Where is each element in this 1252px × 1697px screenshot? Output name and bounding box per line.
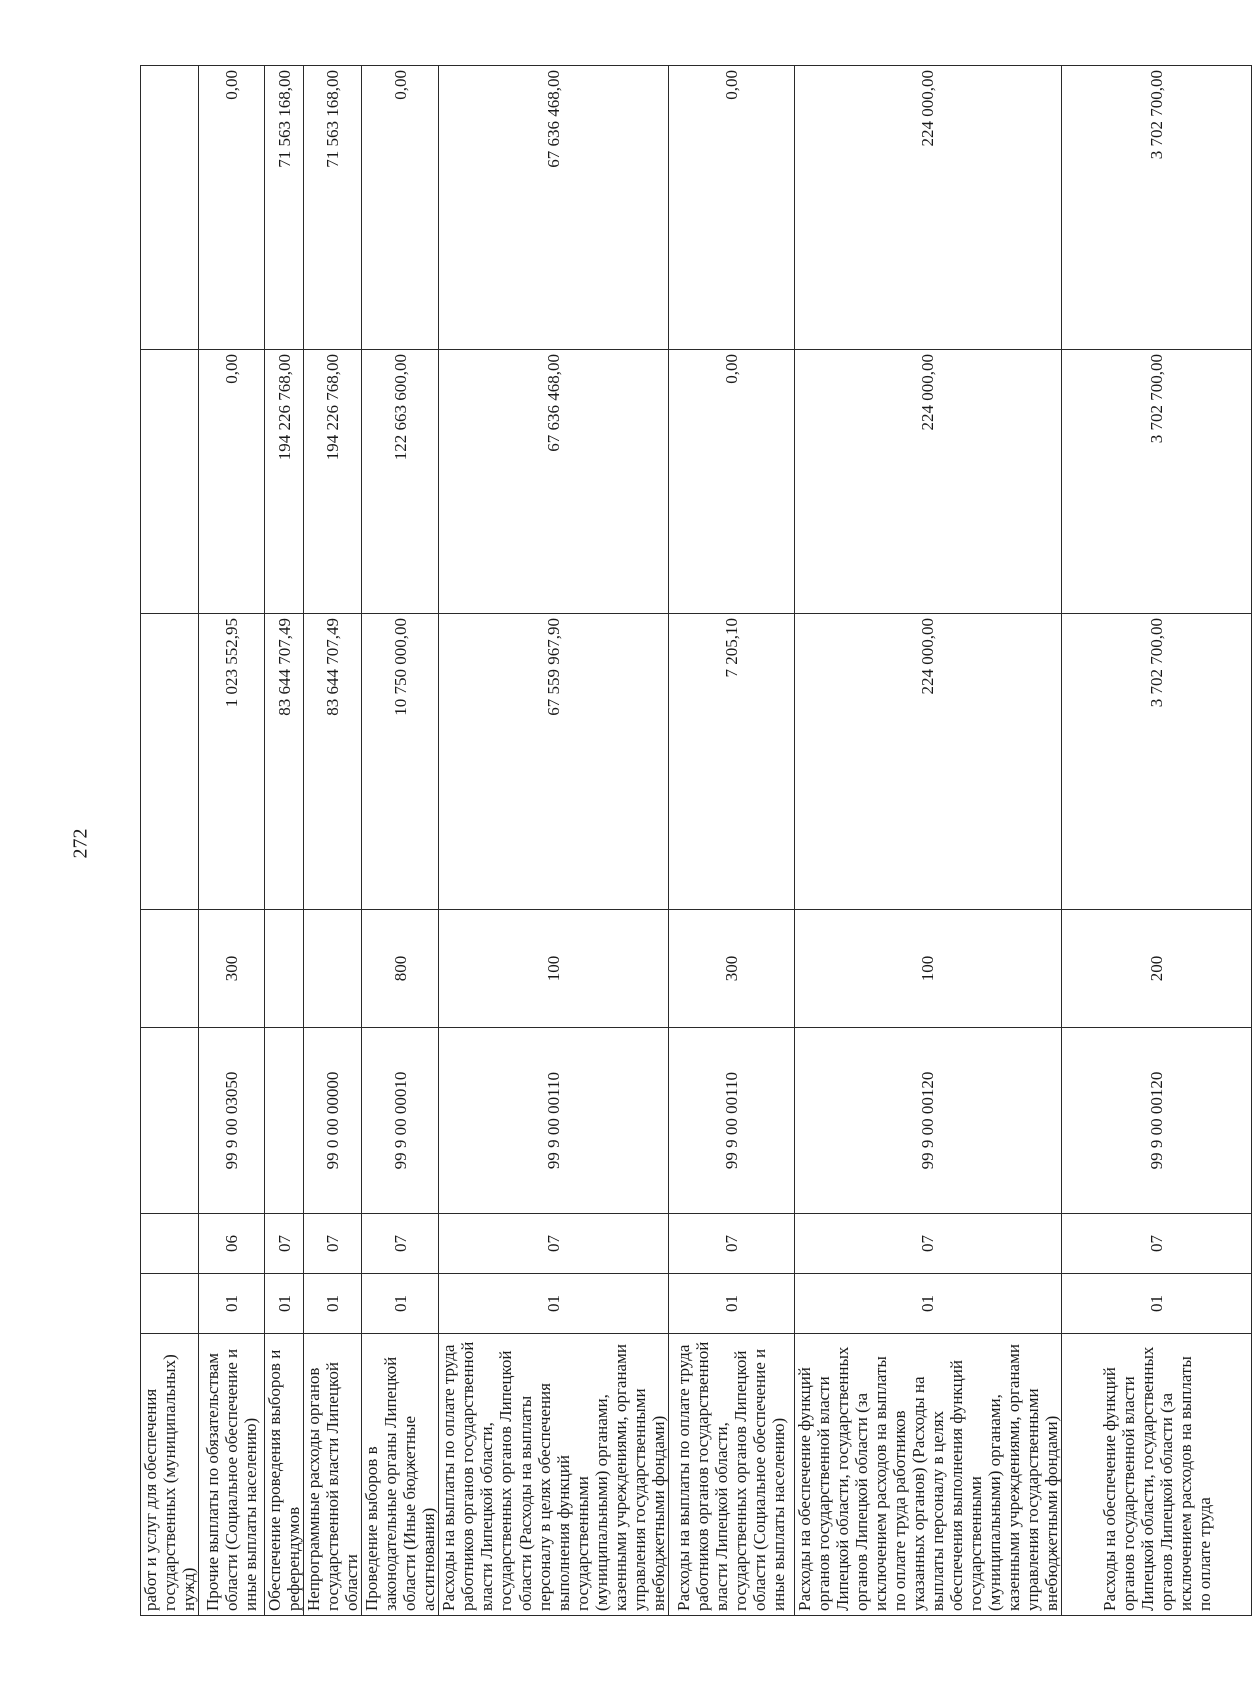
- row-amount-3: 71 563 168,00: [265, 66, 304, 350]
- row-amount-1: 10 750 000,00: [362, 614, 439, 910]
- row-target-code: [265, 1028, 304, 1214]
- row-section: 01: [362, 1274, 439, 1334]
- table-row: [199, 66, 265, 1616]
- row-subsection: 07: [265, 1214, 304, 1274]
- row-expense-type: 200: [1062, 910, 1252, 1028]
- row-amount-2: [141, 350, 199, 614]
- table-row: [1062, 66, 1252, 1616]
- table-row: [362, 66, 439, 1616]
- row-amount-2: 0,00: [199, 350, 265, 614]
- row-expense-type: 100: [439, 910, 668, 1028]
- row-target-code: 99 9 00 00110: [439, 1028, 668, 1214]
- row-subsection: 07: [362, 1214, 439, 1274]
- row-amount-2: 67 636 468,00: [439, 350, 668, 614]
- table-row: [668, 66, 794, 1616]
- row-name: Расходы на выплаты по оплате труда работников органов государственной власти Липецкой области, государственных органов Липецкой области (Расходы на выплаты персоналу в целях обеспечения выполнения функций государственными (муниципальными) органами, казенными учреждениями, органами управления государственными внебюджетными фондами): [439, 1334, 668, 1616]
- row-name: Обеспечение проведения выборов и референдумов: [265, 1334, 304, 1616]
- row-target-code: 99 9 00 00010: [362, 1028, 439, 1214]
- row-section: [141, 1274, 199, 1334]
- row-amount-3: 0,00: [668, 66, 794, 350]
- row-target-code: 99 9 00 00110: [668, 1028, 794, 1214]
- table-row: [304, 66, 362, 1616]
- row-name: Расходы на обеспечение функций органов государственной власти Липецкой области, государственных органов Липецкой области (за исключением расходов на выплаты по оплате труда работников указанных органов) (Расходы на выплаты персоналу в целях обеспечения выполнения функций государственными (муниципальными) органами, казенными учреждениями, органами управления государственными внебюджетными фондами): [794, 1334, 1061, 1616]
- table-row: [439, 66, 668, 1616]
- row-target-code: 99 9 00 00120: [794, 1028, 1061, 1214]
- row-amount-2: 194 226 768,00: [304, 350, 362, 614]
- row-amount-3: 0,00: [199, 66, 265, 350]
- row-section: 01: [668, 1274, 794, 1334]
- row-subsection: 07: [668, 1214, 794, 1274]
- row-amount-1: 3 702 700,00: [1062, 614, 1252, 910]
- row-section: 01: [304, 1274, 362, 1334]
- row-expense-type: 100: [794, 910, 1061, 1028]
- row-section: 01: [439, 1274, 668, 1334]
- row-amount-3: 71 563 168,00: [304, 66, 362, 350]
- row-name: Проведение выборов в законодательные органы Липецкой области (Иные бюджетные ассигнования): [362, 1334, 439, 1616]
- row-name: Расходы на обеспечение функций органов государственной власти Липецкой области, государственных органов Липецкой области (за исключением расходов на выплаты по оплате труда: [1062, 1334, 1252, 1616]
- row-section: 01: [265, 1274, 304, 1334]
- row-subsection: 07: [794, 1214, 1061, 1274]
- row-subsection: 07: [439, 1214, 668, 1274]
- row-amount-3: 3 702 700,00: [1062, 66, 1252, 350]
- row-amount-1: 224 000,00: [794, 614, 1061, 910]
- row-amount-3: 0,00: [362, 66, 439, 350]
- row-expense-type: [141, 910, 199, 1028]
- row-target-code: [141, 1028, 199, 1214]
- row-amount-1: 67 559 967,90: [439, 614, 668, 910]
- row-expense-type: 300: [199, 910, 265, 1028]
- row-amount-2: 194 226 768,00: [265, 350, 304, 614]
- row-amount-2: 224 000,00: [794, 350, 1061, 614]
- row-amount-2: 3 702 700,00: [1062, 350, 1252, 614]
- row-target-code: 99 9 00 00120: [1062, 1028, 1252, 1214]
- row-target-code: 99 0 00 00000: [304, 1028, 362, 1214]
- row-name: Непрограммные расходы органов государственной власти Липецкой области: [304, 1334, 362, 1616]
- row-amount-2: 0,00: [668, 350, 794, 614]
- row-amount-2: 122 663 600,00: [362, 350, 439, 614]
- budget-table: [140, 65, 1252, 1616]
- row-amount-1: 7 205,10: [668, 614, 794, 910]
- row-expense-type: [265, 910, 304, 1028]
- row-expense-type: [304, 910, 362, 1028]
- row-section: 01: [1062, 1274, 1252, 1334]
- row-subsection: 07: [304, 1214, 362, 1274]
- row-subsection: 07: [1062, 1214, 1252, 1274]
- row-amount-1: 83 644 707,49: [304, 614, 362, 910]
- rotated-table-container: [140, 66, 1214, 1616]
- row-expense-type: 800: [362, 910, 439, 1028]
- row-section: 01: [794, 1274, 1061, 1334]
- row-amount-3: [141, 66, 199, 350]
- row-target-code: 99 9 00 03050: [199, 1028, 265, 1214]
- row-name: Расходы на выплаты по оплате труда работников органов государственной власти Липецкой области, государственных органов Липецкой области (Социальное обеспечение и иные выплаты населению): [668, 1334, 794, 1616]
- row-subsection: 06: [199, 1214, 265, 1274]
- table-row: [141, 66, 199, 1616]
- row-amount-3: 67 636 468,00: [439, 66, 668, 350]
- row-amount-1: 83 644 707,49: [265, 614, 304, 910]
- row-name: работ и услуг для обеспечения государственных (муниципальных) нужд): [141, 1334, 199, 1616]
- row-amount-1: [141, 614, 199, 910]
- row-subsection: [141, 1214, 199, 1274]
- row-amount-3: 224 000,00: [794, 66, 1061, 350]
- row-section: 01: [199, 1274, 265, 1334]
- table-row: [794, 66, 1061, 1616]
- row-name: Прочие выплаты по обязательствам области (Социальное обеспечение и иные выплаты населению): [199, 1334, 265, 1616]
- page-number: 272: [69, 828, 92, 859]
- row-expense-type: 300: [668, 910, 794, 1028]
- row-amount-1: 1 023 552,95: [199, 614, 265, 910]
- table-row: [265, 66, 304, 1616]
